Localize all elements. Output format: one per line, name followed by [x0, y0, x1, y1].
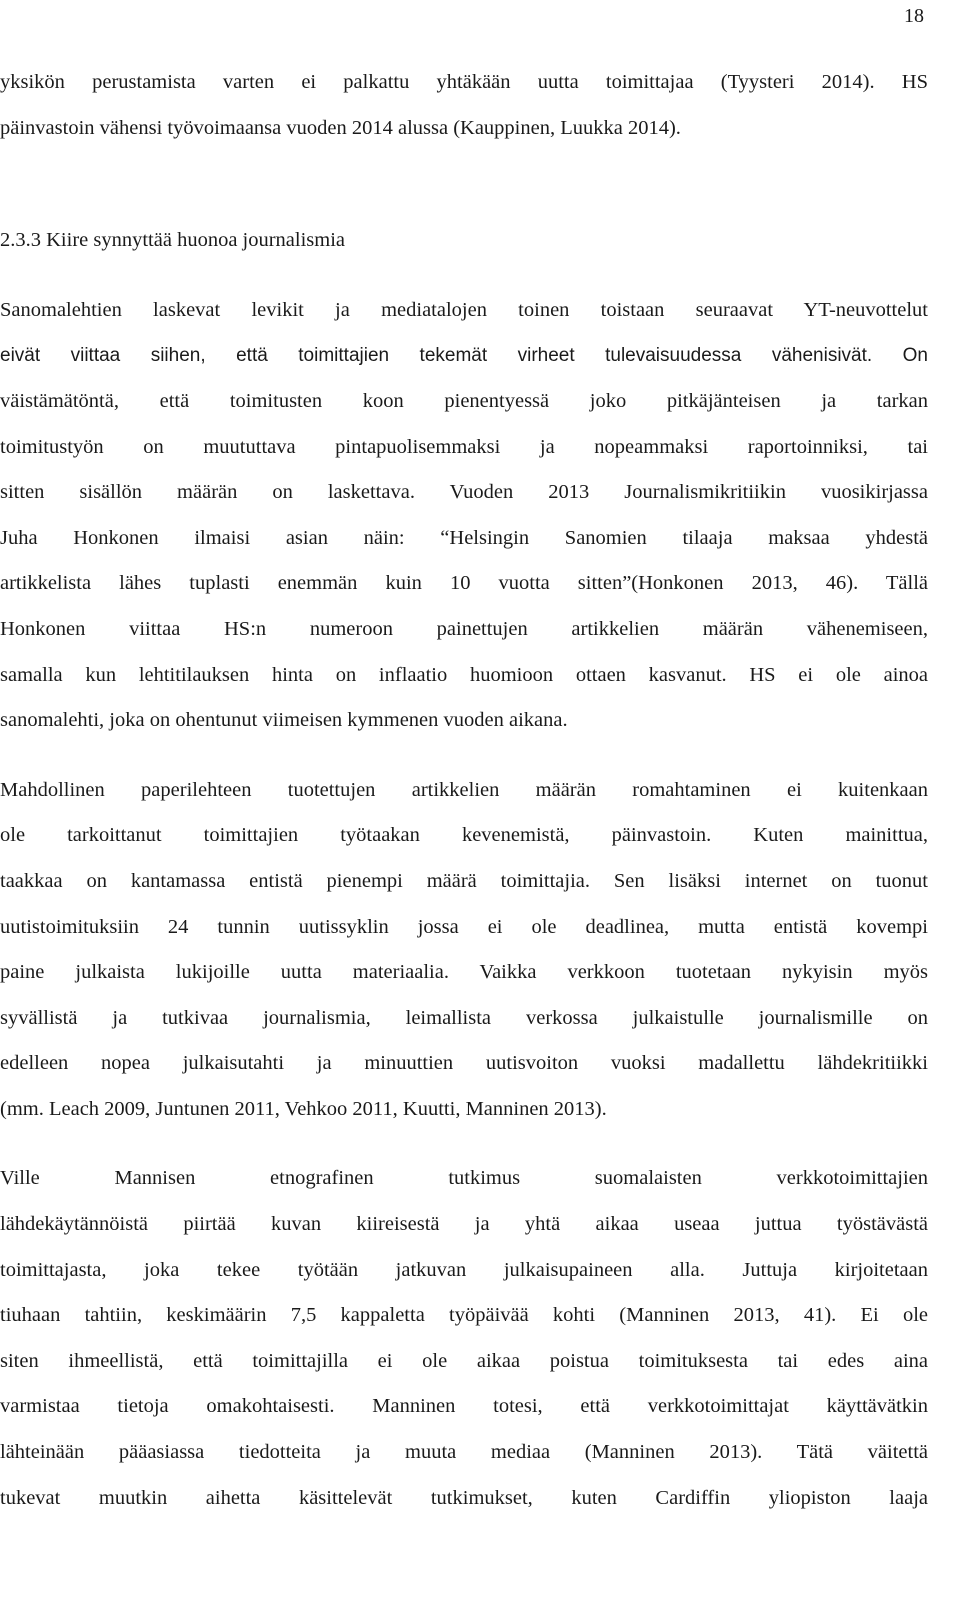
text-line: päinvastoin vähensi työvoimaansa vuoden 2014 alussa (Kauppinen, Luukka 2014). — [0, 116, 681, 139]
text-line: siten ihmeellistä, että toimittajilla ei ole aikaa poistua toimituksesta tai edes aina — [0, 1349, 928, 1372]
text-line: toimitustyön on muututtava pintapuolisemmaksi ja nopeammaksi raportoinniksi, tai — [0, 435, 928, 458]
document-body — [0, 60, 928, 1521]
text-line: lähdekäytännöistä piirtää kuvan kiireisestä ja yhtä aikaa useaa juttua työstävästä — [0, 1213, 928, 1236]
text-line: Juha Honkonen ilmaisi asian näin: “Helsingin Sanomien tilaaja maksaa yhdestä — [0, 526, 928, 549]
text-line: edelleen nopea julkaisutahti ja minuuttien uutisvoiton vuoksi madallettu lähdekritiikki — [0, 1052, 928, 1075]
text-line: eivät viittaa siihen, että toimittajien tekemät virheet tulevaisuudessa vähenisivät. On — [0, 345, 928, 367]
text-line: varmistaa tietoja omakohtaisesti. Manninen totesi, että verkkotoimittajat käyttävätkin — [0, 1395, 928, 1418]
text-line: ole tarkoittanut toimittajien työtaakan kevenemistä, päinvastoin. Kuten mainittua, — [0, 824, 928, 847]
text-line: Mahdollinen paperilehteen tuotettujen artikkelien määrän romahtaminen ei kuitenkaan — [0, 778, 928, 801]
text-line: lähteinään pääasiassa tiedotteita ja muuta mediaa (Manninen 2013). Tätä väitettä — [0, 1441, 928, 1464]
text-line: (mm. Leach 2009, Juntunen 2011, Vehkoo 2011, Kuutti, Manninen 2013). — [0, 1097, 607, 1120]
text-line: samalla kun lehtitilauksen hinta on inflaatio huomioon ottaen kasvanut. HS ei ole ainoa — [0, 663, 928, 686]
text-line: yksikön perustamista varten ei palkattu yhtäkään uutta toimittajaa (Tyysteri 2014). HS — [0, 71, 928, 93]
text-line: paine julkaista lukijoille uutta materiaalia. Vaikka verkkoon tuotetaan nykyisin myös — [0, 961, 928, 984]
section-heading-block — [0, 218, 928, 264]
text-line: väistämätöntä, että toimitusten koon pienentyessä joko pitkäjänteisen ja tarkan — [0, 389, 928, 412]
text-line: artikkelista lähes tuplasti enemmän kuin 10 vuotta sitten”(Honkonen 2013, 46). Tällä — [0, 572, 928, 595]
text-line: Ville Mannisen etnografinen tutkimus suomalaisten verkkotoimittajien — [0, 1167, 928, 1190]
text-line: Sanomalehtien laskevat levikit ja mediatalojen toinen toistaan seuraavat YT-neuvottelut — [0, 298, 928, 321]
text-line: uutistoimituksiin 24 tunnin uutissyklin jossa ei ole deadlinea, mutta entistä kovempi — [0, 915, 928, 938]
text-line: sitten sisällön määrän on laskettava. Vuoden 2013 Journalismikritiikin vuosikirjassa — [0, 481, 928, 504]
paragraph-2 — [0, 768, 928, 1133]
text-line: taakkaa on kantamassa entistä pienempi määrä toimittajia. Sen lisäksi internet on tuonut — [0, 869, 928, 892]
section-heading: 2.3.3 Kiire synnyttää huonoa journalismia — [0, 229, 346, 252]
text-line: tiuhaan tahtiin, keskimäärin 7,5 kappaletta työpäivää kohti (Manninen 2013, 41). Ei ole — [0, 1304, 928, 1327]
paragraph-1 — [0, 288, 928, 744]
text-line: tukevat muutkin aihetta käsittelevät tutkimukset, kuten Cardiffin yliopiston laaja — [0, 1486, 928, 1509]
text-line: sanomalehti, joka on ohentunut viimeisen kymmenen vuoden aikana. — [0, 709, 568, 732]
text-line: Honkonen viittaa HS:n numeroon painettujen artikkelien määrän vähenemiseen, — [0, 617, 928, 640]
intro-paragraph — [0, 60, 928, 151]
text-line: syvällistä ja tutkivaa journalismia, leimallista verkossa julkaistulle journalismille on — [0, 1006, 928, 1029]
page-number: 18 — [904, 5, 924, 27]
paragraph-3 — [0, 1156, 928, 1521]
text-line: toimittajasta, joka tekee työtään jatkuvan julkaisupaineen alla. Juttuja kirjoitetaan — [0, 1258, 928, 1281]
